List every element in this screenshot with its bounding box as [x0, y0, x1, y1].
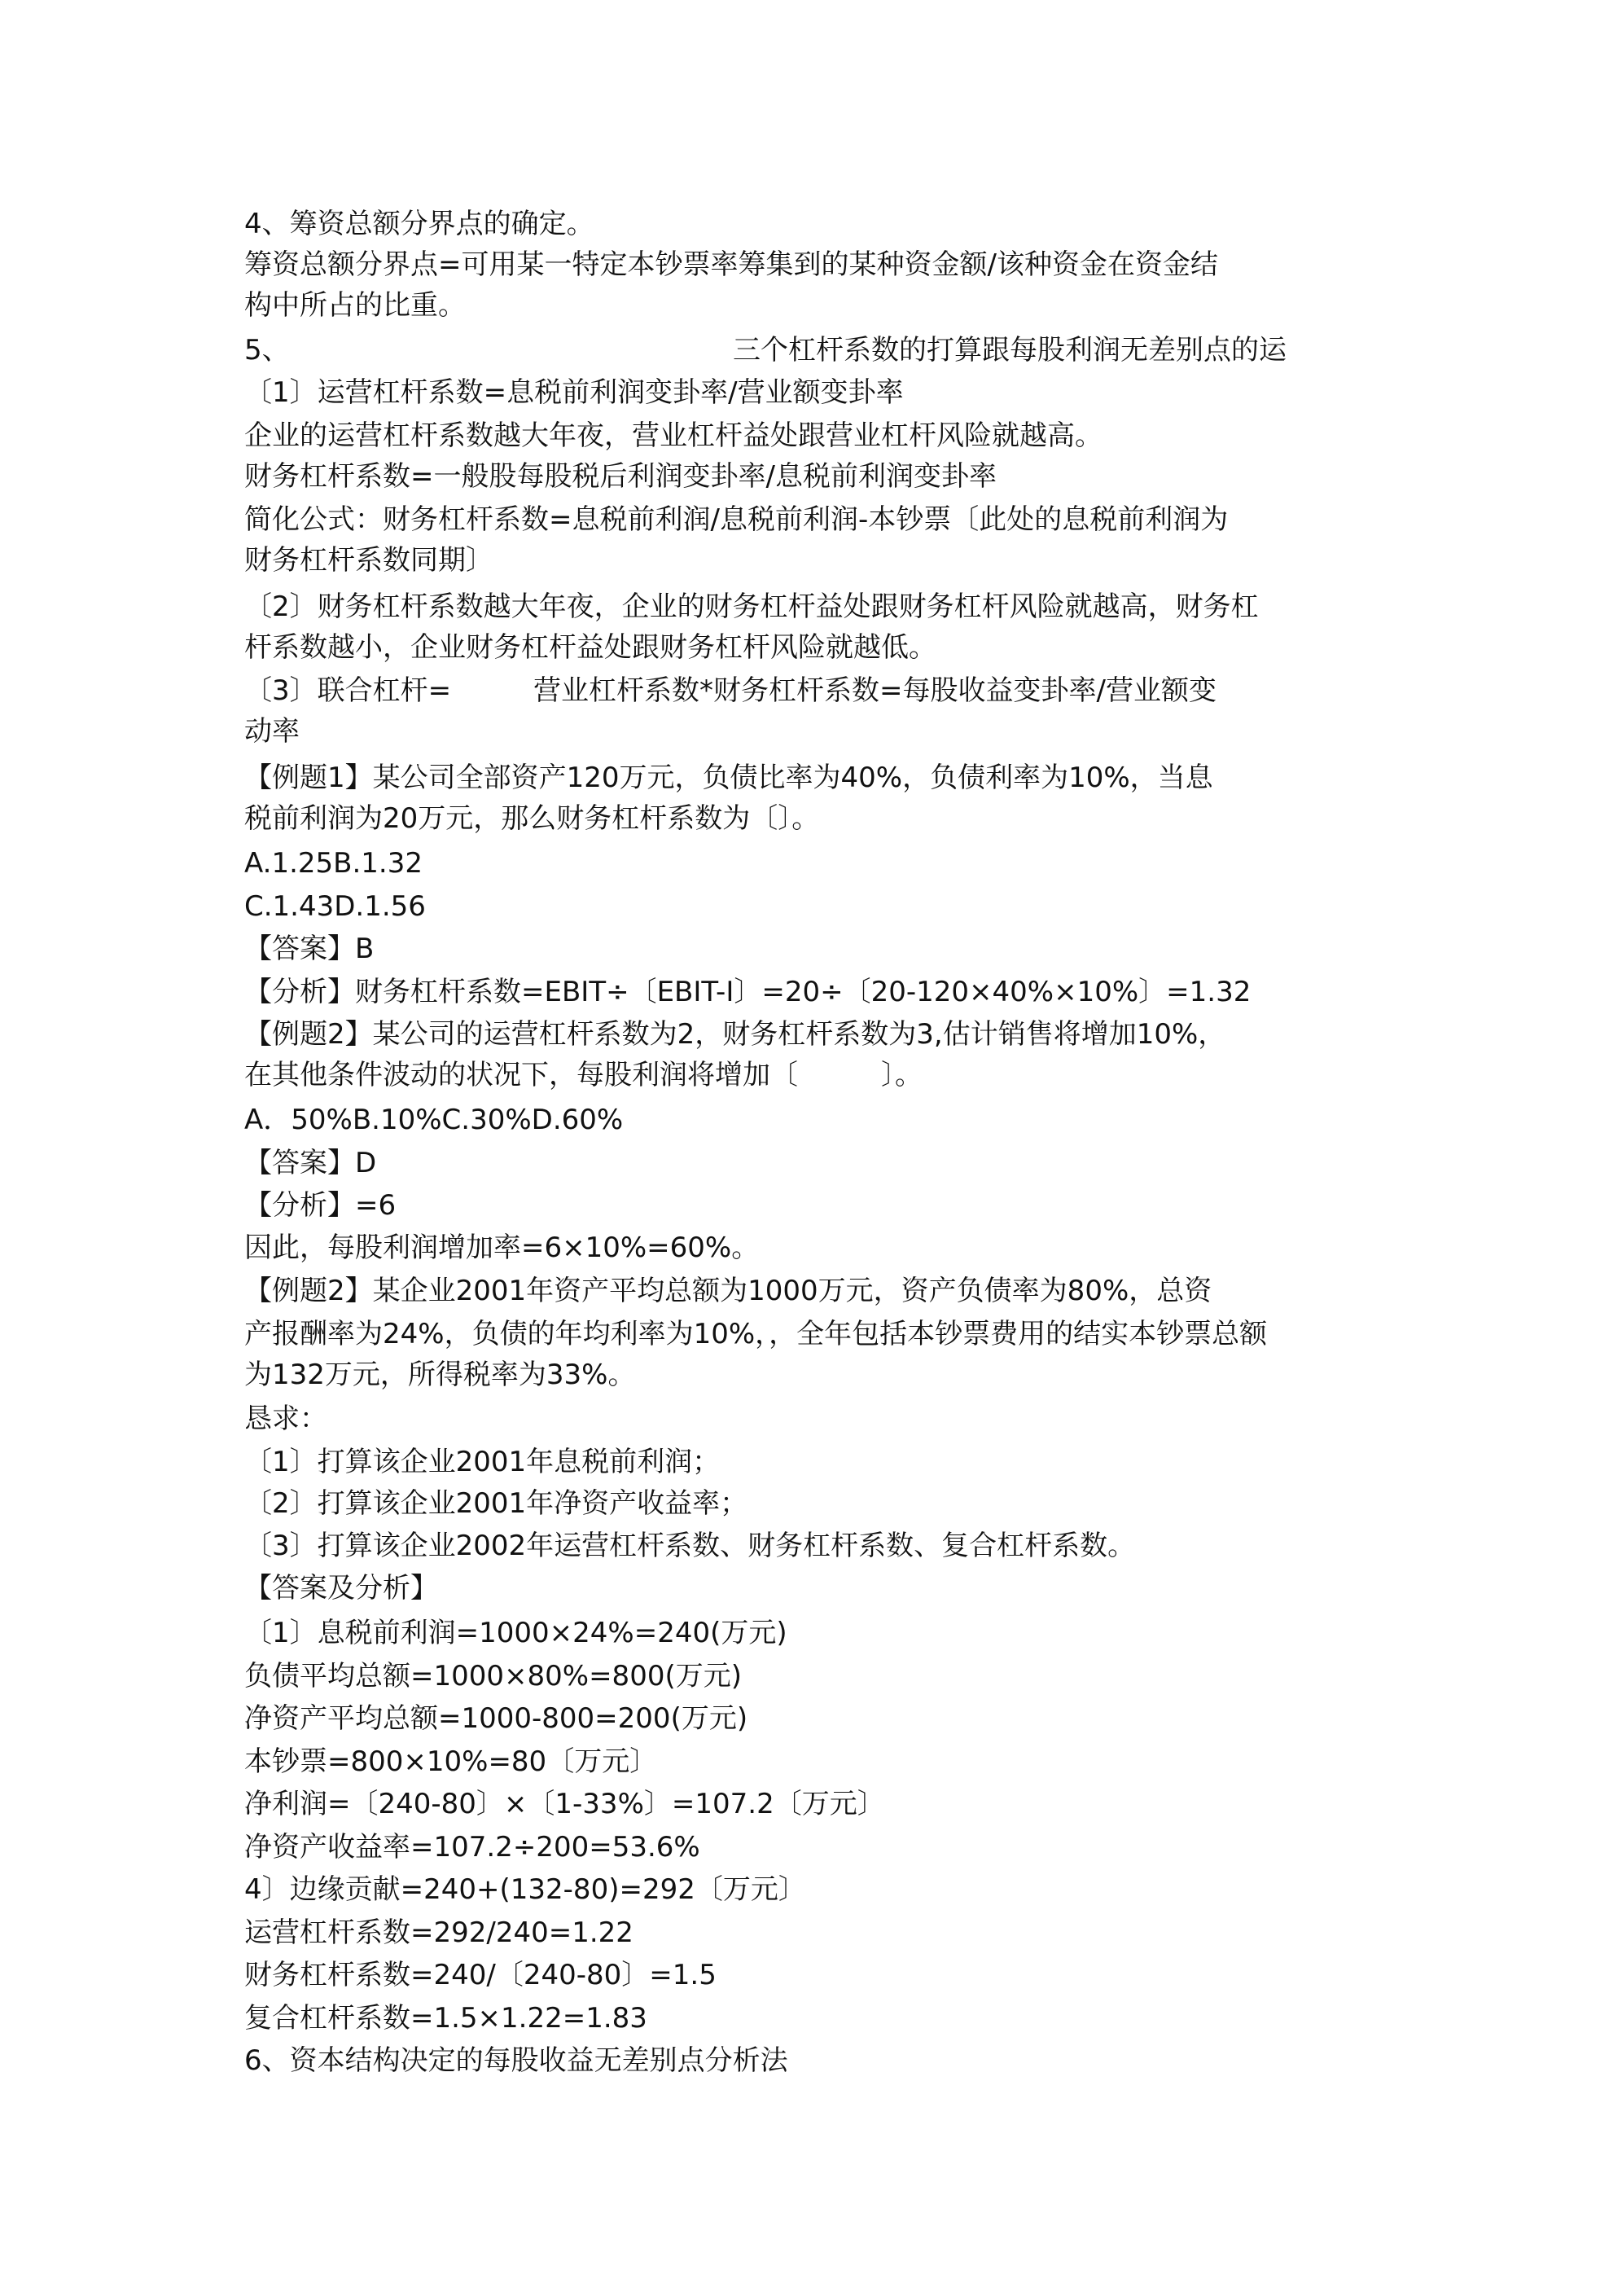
text-line: 因此，每股利润增加率=6×10%=60%。 [244, 1231, 760, 1264]
text-line: 净资产收益率=107.2÷200=53.6% [244, 1831, 700, 1864]
text-line: 为132万元，所得税率为33%。 [244, 1359, 636, 1391]
text-line: C.1.43D.1.56 [244, 890, 426, 923]
text-line: 〔1〕息税前利润=1000×24%=240(万元) [244, 1617, 787, 1649]
text-line: 本钞票=800×10%=80〔万元〕 [244, 1745, 658, 1778]
text-line: 三个杠杆系数的打算跟每股利润无差别点的运 [733, 334, 1287, 367]
text-line: 财务杠杆系数=240/〔240-80〕=1.5 [244, 1959, 717, 1991]
text-line: 【例题2】某企业2001年资产平均总额为1000万元，资产负债率为80%，总资 [244, 1275, 1212, 1307]
text-line: A.1.25B.1.32 [244, 847, 423, 880]
text-line: 【答案及分析】 [244, 1572, 438, 1605]
text-line: 【例题2】某公司的运营杠杆系数为2，财务杠杆系数为3,估计销售将增加10%， [244, 1018, 1226, 1051]
text-line: 【例题1】某公司全部资产120万元，负债比率为40%，负债利率为10%，当息 [244, 762, 1213, 794]
text-line: 恳求： [244, 1403, 327, 1435]
text-line: 构中所占的比重。 [244, 289, 466, 322]
text-line: 复合杠杆系数=1.5×1.22=1.83 [244, 2002, 647, 2035]
text-line: 【分析】=6 [244, 1189, 397, 1222]
text-line: 〔2〕财务杠杆系数越大年夜，企业的财务杠杆益处跟财务杠杆风险就越高，财务杠 [244, 590, 1259, 623]
text-line: 简化公式：财务杠杆系数=息税前利润/息税前利润-本钞票〔此处的息税前利润为 [244, 503, 1229, 536]
text-line: A．50%B.10%C.30%D.60% [244, 1104, 624, 1136]
text-line: 〔3〕打算该企业2002年运营杠杆系数、财务杠杆系数、复合杠杆系数。 [244, 1530, 1136, 1562]
text-line: 4、筹资总额分界点的确定。 [244, 208, 594, 240]
text-line: 5、 [244, 334, 290, 367]
text-line: 〔1〕打算该企业2001年息税前利润； [244, 1446, 721, 1478]
text-line: 税前利润为20万元，那么财务杠杆系数为〔〕。 [244, 802, 820, 835]
text-line: 净资产平均总额=1000-800=200(万元) [244, 1702, 748, 1735]
text-line: 产报酬率为24%，负债的年均利率为10%，，全年包括本钞票费用的结实本钞票总额 [244, 1318, 1268, 1350]
text-line: 企业的运营杠杆系数越大年夜，营业杠杆益处跟营业杠杆风险就越高。 [244, 419, 1103, 452]
text-line: 〔3〕联合杠杆= [244, 674, 452, 707]
text-line: 杆系数越小，企业财务杠杆益处跟财务杠杆风险就越低。 [244, 631, 936, 664]
text-line: 财务杠杆系数=一般股每股税后利润变卦率/息税前利润变卦率 [244, 460, 997, 493]
text-line: 4〕边缘贡献=240+(132-80)=292〔万元〕 [244, 1873, 806, 1906]
text-line: 负债平均总额=1000×80%=800(万元) [244, 1660, 742, 1692]
text-line: 6、资本结构决定的每股收益无差别点分析法 [244, 2044, 788, 2077]
text-line: 营业杠杆系数*财务杠杆系数=每股收益变卦率/营业额变 [533, 674, 1216, 707]
text-line: 动率 [244, 715, 300, 748]
text-line: 运营杠杆系数=292/240=1.22 [244, 1916, 633, 1949]
text-line: 【答案】D [244, 1147, 377, 1179]
text-line: 【分析】财务杠杆系数=EBIT÷〔EBIT-I〕=20÷〔20-120×40%×10%〕=1.32 [244, 976, 1252, 1008]
text-line: 【答案】B [244, 933, 375, 965]
text-line: 〔1〕运营杠杆系数=息税前利润变卦率/营业额变卦率 [244, 376, 904, 409]
text-line: 筹资总额分界点=可用某一特定本钞票率筹集到的某种资金额/该种资金在资金结 [244, 248, 1218, 281]
text-line: 〔2〕打算该企业2001年净资产收益率； [244, 1487, 748, 1520]
text-line: 在其他条件波动的状况下，每股利润将增加〔 〕。 [244, 1059, 923, 1091]
text-line: 财务杠杆系数同期〕 [244, 544, 493, 577]
text-line: 净利润=〔240-80〕×〔1-33%〕=107.2〔万元〕 [244, 1788, 885, 1820]
